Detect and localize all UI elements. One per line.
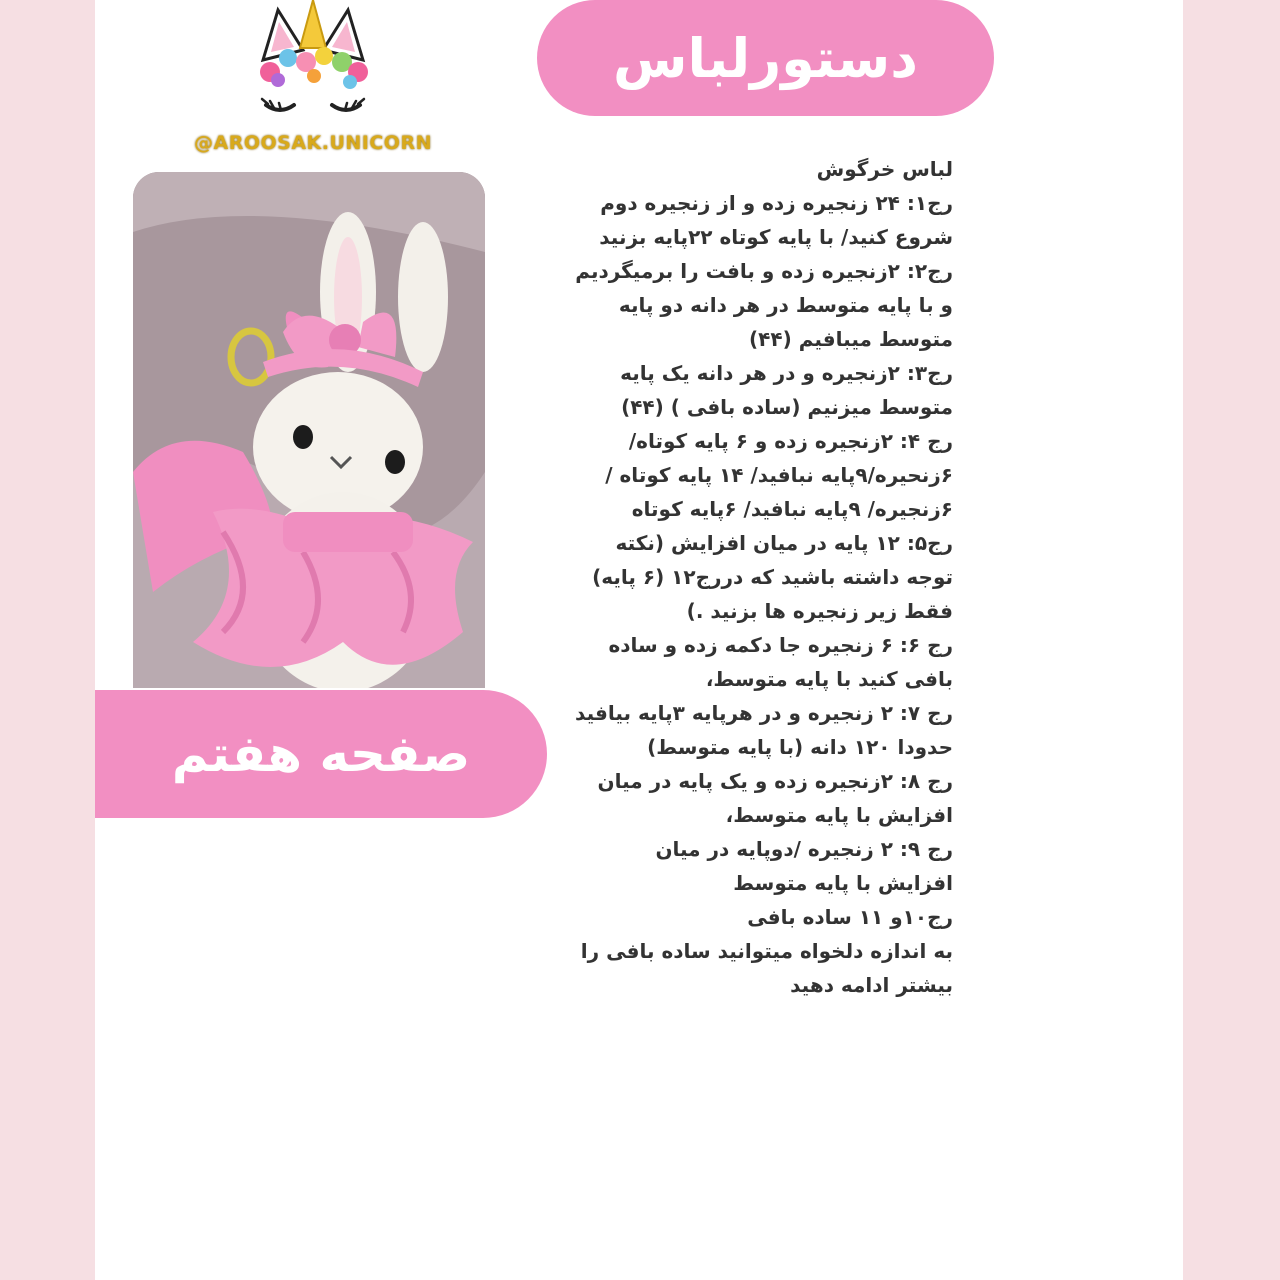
instruction-line: رج۱: ۲۴ زنجیره زده و از زنجیره دوم شروع کنید/ با پایه کوتاه ۲۲پایه بزنید: [599, 191, 953, 249]
page-title: دستورلباس: [613, 26, 918, 90]
instruction-line: رج۳: ۲زنجیره و در هر دانه یک پایه متوسط میزنیم (ساده بافی ) (۴۴): [620, 361, 953, 419]
unicorn-logo: [168, 0, 458, 160]
instruction-line: حدودا ۱۲۰ دانه (با پایه متوسط): [647, 735, 953, 759]
instruction-line: رج۵: ۱۲ پایه در میان افزایش (نکته توجه داشته باشید که دررج۱۲ (۶ پایه) فقط زیر زنجیره ها بزنید .): [592, 531, 953, 623]
instruction-line: رج ۸: ۲زنجیره زده و یک پایه در میان افزایش با پایه متوسط،: [597, 769, 953, 827]
brand-handle: @AROOSAK.UNICORN: [194, 132, 432, 154]
instruction-line: رج ۷: ۲ زنجیره و در هرپایه ۳پایه بیافید: [575, 701, 953, 725]
instruction-line: رج۲: ۲زنجیره زده و بافت را برمیگردیم و با پایه متوسط در هر دانه دو پایه متوسط میبافیم (۴۴): [575, 259, 953, 351]
instruction-line: رج ۹: ۲ زنجیره /دوپایه در میان افزایش با پایه متوسط: [655, 837, 953, 895]
title-banner: [537, 0, 994, 116]
instruction-line: به اندازه دلخواه میتوانید ساده بافی را بیشتر ادامه دهید: [580, 939, 953, 997]
instruction-line: رج ۶: ۶ زنجیره جا دکمه زده و ساده بافی کنید با پایه متوسط،: [608, 633, 953, 691]
crochet-bunny-image: [133, 172, 485, 688]
instruction-line: رج ۴: ۲زنجیره زده و ۶ پایه کوتاه/ ۶زنحیره/۹پایه نبافید/ ۱۴ پایه کوتاه / ۶زنجیره/ ۹پایه نبافید/ ۶پایه کوتاه: [605, 429, 953, 521]
page-number-banner: [95, 690, 547, 818]
pattern-instructions: [575, 152, 953, 1002]
bunny-photo: [133, 172, 485, 688]
instruction-line: رج۱۰و ۱۱ ساده بافی: [747, 905, 953, 929]
unicorn-head-icon: [208, 0, 418, 125]
instruction-line: لباس خرگوش: [816, 157, 953, 181]
page-number-label: صفحه هفتم: [171, 725, 471, 783]
